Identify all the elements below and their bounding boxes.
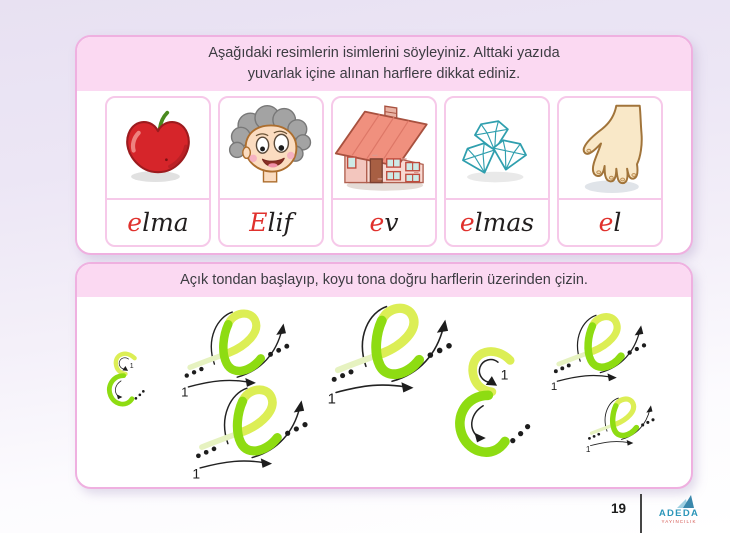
arrowhead-up-icon (276, 323, 286, 334)
stroke-guide-bottom-arrow (115, 381, 121, 396)
stroke-guide-start-arrow (336, 385, 405, 392)
tracing-letter-e-large-6 (187, 383, 319, 487)
trace-loop-top (592, 317, 617, 352)
publisher-logo (651, 495, 707, 525)
cards-panel (75, 35, 693, 255)
stroke-number: 1 (192, 465, 201, 482)
card-word-rest: lmas (474, 208, 535, 237)
stroke-guide-circular-arrow (479, 360, 498, 383)
trace-loop-top (382, 308, 414, 353)
arrowhead-right-icon (261, 458, 272, 468)
publisher-name: ADEDA (658, 508, 700, 519)
instruction-banner-1 (77, 37, 691, 91)
picture-card-ev (331, 96, 437, 247)
picture-card-elma (105, 96, 211, 247)
tracing-area (77, 297, 691, 487)
arrowhead-circular-icon (122, 366, 128, 371)
tracing-letter-e-medium-5 (547, 311, 655, 397)
tracing-letter-e-large-3 (323, 301, 463, 413)
card-word-rest: v (384, 208, 399, 237)
arrowhead-circular-icon (486, 376, 497, 386)
trace-loop-top (616, 399, 634, 424)
picture-card-elif (218, 96, 324, 247)
picture-card-el (557, 96, 663, 247)
stroke-guide-start-arrow (557, 376, 610, 382)
card-word-rest: lma (142, 208, 189, 237)
card-word-highlight: e (598, 208, 614, 237)
arrowhead-right-icon (627, 440, 634, 446)
card-word (559, 198, 661, 245)
adeda-sail-icon (677, 495, 695, 508)
card-row (77, 91, 691, 247)
card-word-rest: l (613, 208, 622, 237)
stroke-number: 1 (129, 362, 134, 370)
instruction-1-line1: Aşağıdaki resimlerin isimlerini söyleyiniz. Alttaki yazıda (208, 44, 560, 61)
tracing-panel (75, 262, 693, 489)
arrowhead-up-icon (294, 400, 304, 412)
stroke-number: 1 (181, 384, 189, 400)
instruction-banner-2 (77, 264, 691, 297)
stroke-number: 1 (327, 390, 336, 408)
hand-image (559, 98, 661, 198)
stroke-guide-start-arrow (200, 461, 264, 468)
footer-divider (640, 494, 642, 533)
trace-loop-top (243, 390, 273, 432)
trace-loop-top (228, 314, 256, 353)
stroke-guide-circular-arrow (119, 358, 128, 369)
instruction-2-text: Açık tondan başlayıp, koyu tona doğru harflerin üzerinden çizin. (180, 271, 588, 288)
card-word (333, 198, 435, 245)
arrowhead-right-icon (607, 373, 616, 381)
publisher-subtitle: YAYINCILIK (661, 519, 697, 524)
stroke-number: 1 (550, 380, 558, 393)
page-number: 19 (610, 501, 626, 516)
arrowhead-right-icon (401, 382, 413, 392)
stroke-guide-start-arrow (590, 442, 628, 446)
card-word-rest: lif (267, 208, 293, 237)
house-image (333, 98, 435, 198)
arrowhead-up-icon (646, 405, 652, 412)
diamonds-image (446, 98, 548, 198)
tracing-letter-E-small-1 (101, 349, 149, 411)
instruction-1-line2: yuvarlak içine alınan harflere dikkat ediniz. (247, 66, 521, 82)
arrowhead-bottom-icon (117, 394, 123, 399)
stroke-number: 1 (500, 366, 509, 383)
tracing-letter-E-large-4 (443, 343, 539, 465)
trace-loop-bottom (109, 376, 132, 404)
arrowhead-up-icon (635, 325, 644, 335)
trace-loop-bottom (460, 395, 505, 452)
card-word-highlight: E (249, 208, 268, 237)
card-word (220, 198, 322, 245)
card-word (446, 198, 548, 245)
card-word-highlight: e (459, 208, 475, 237)
picture-card-elmas (444, 96, 550, 247)
boy-face-image (220, 98, 322, 198)
apple-image (107, 98, 209, 198)
stroke-number: 1 (585, 444, 591, 454)
stroke-guide-bottom-arrow (472, 406, 483, 437)
card-word-highlight: e (127, 208, 143, 237)
arrowhead-up-icon (437, 320, 448, 333)
tracing-letter-e-small-7 (582, 395, 662, 457)
card-word-highlight: e (369, 208, 385, 237)
card-word (107, 198, 209, 245)
arrowhead-bottom-icon (474, 433, 485, 443)
